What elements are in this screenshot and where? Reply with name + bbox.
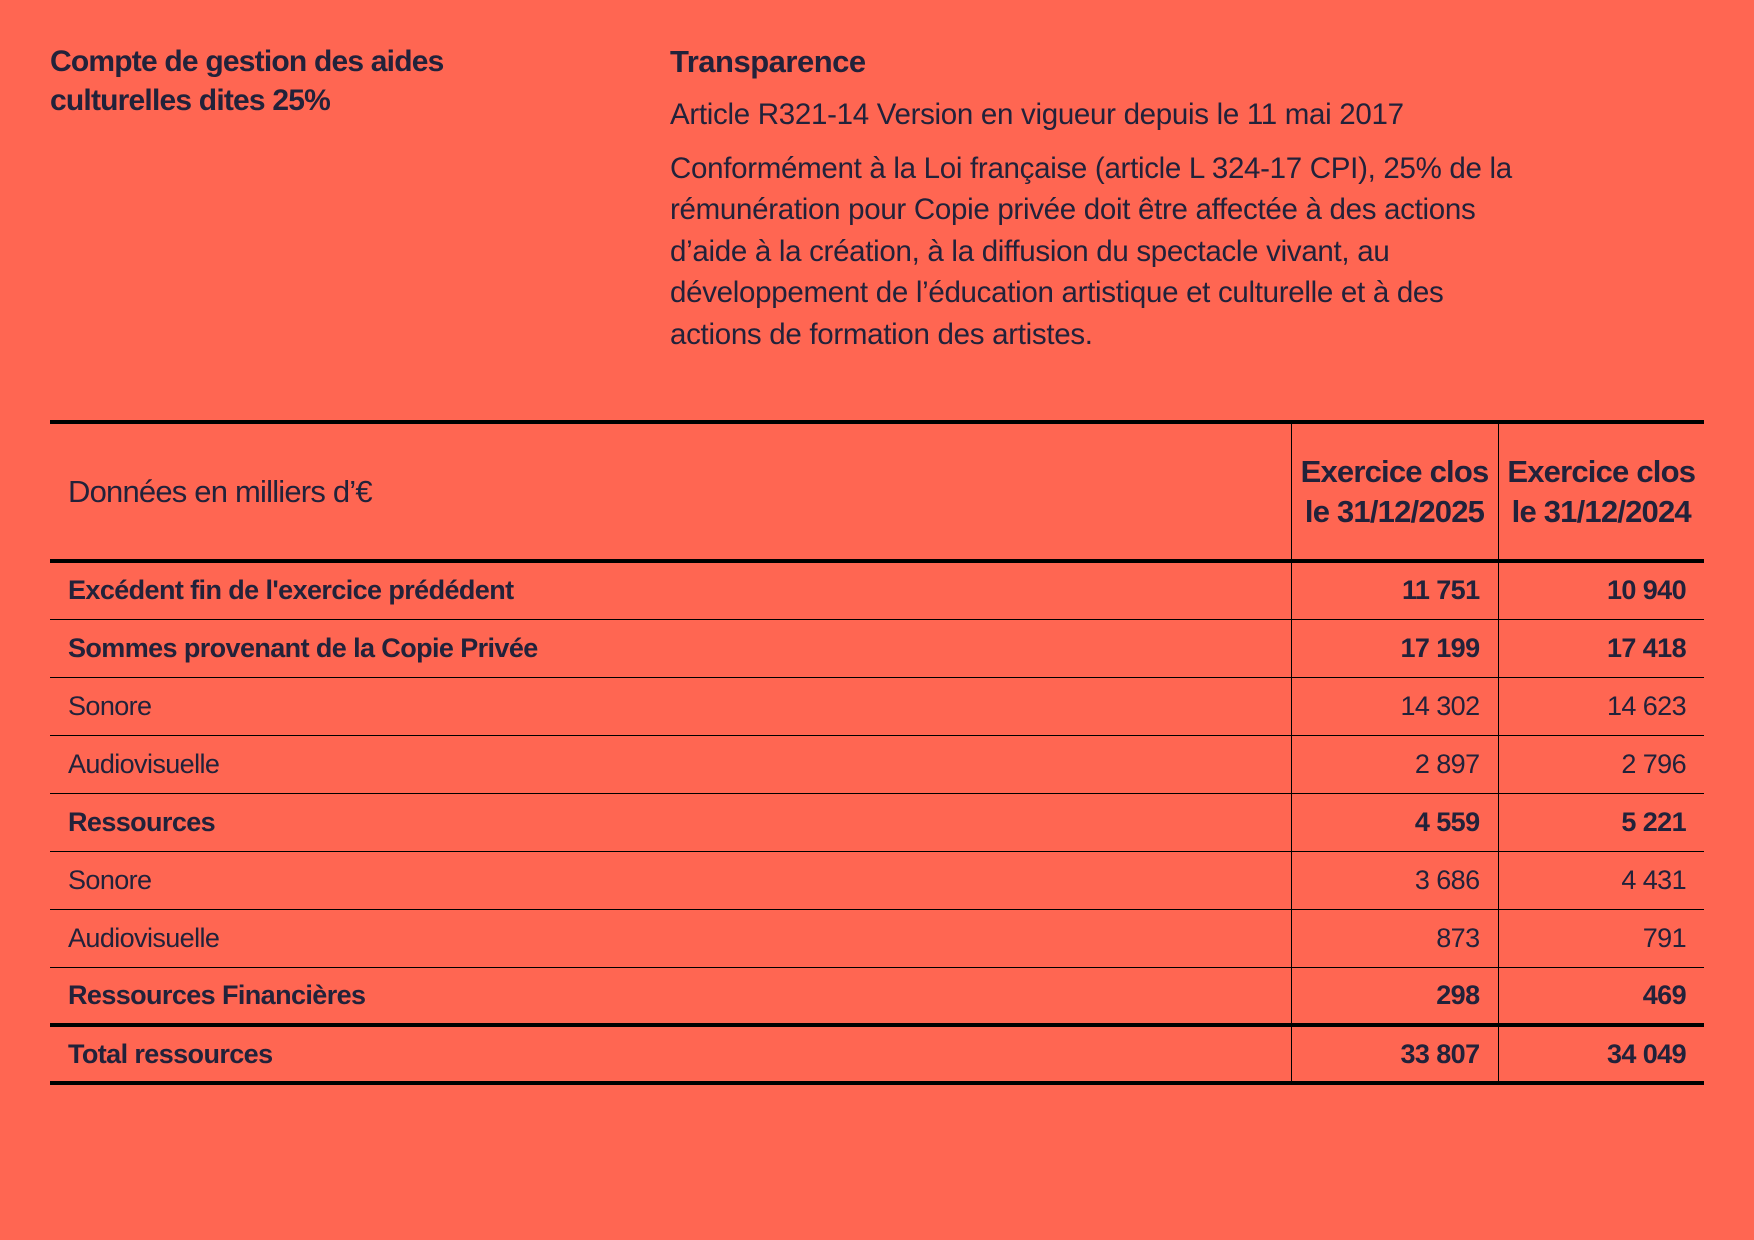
- value-2024: 10 940: [1498, 561, 1704, 619]
- table-row: [50, 735, 1704, 793]
- column-header-2024: Exercice clos le 31/12/2024: [1498, 422, 1704, 561]
- row-label: Sommes provenant de la Copie Privée: [68, 632, 538, 663]
- column-header-label: Données en milliers d’€: [68, 473, 372, 509]
- value-2025: 4 559: [1291, 793, 1498, 851]
- value-2025: 14 302: [1291, 677, 1498, 735]
- value-2025: 298: [1291, 967, 1498, 1025]
- total-row: [50, 1025, 1704, 1083]
- row-label: Excédent fin de l'exercice prédédent: [68, 575, 514, 606]
- value-2025: 17 199: [1291, 619, 1498, 677]
- row-label: Sonore: [68, 864, 152, 895]
- row-label: Total ressources: [68, 1038, 273, 1069]
- intro-section: [670, 42, 1550, 367]
- row-label: Ressources: [68, 806, 216, 837]
- row-label: Sonore: [68, 690, 152, 721]
- intro-heading: Transparence: [670, 44, 866, 79]
- value-2024: 14 623: [1498, 677, 1704, 735]
- article-reference: Article R321-14 Version en vigueur depuis le 11 mai 2017: [670, 98, 1404, 131]
- value-2024: 791: [1498, 909, 1704, 967]
- value-2025: 11 751: [1291, 561, 1498, 619]
- table-header-row: [50, 422, 1704, 561]
- table-row: [50, 619, 1704, 677]
- row-label: Audiovisuelle: [68, 748, 220, 779]
- table-row: [50, 967, 1704, 1025]
- row-label: Ressources Financières: [68, 979, 366, 1010]
- value-2024: 469: [1498, 967, 1704, 1025]
- financial-table: [50, 420, 1704, 1085]
- value-2024: 34 049: [1498, 1025, 1704, 1083]
- page-title: Compte de gestion des aides culturelles dites 25%: [50, 45, 444, 117]
- table-row: [50, 909, 1704, 967]
- table-row: [50, 677, 1704, 735]
- value-2025: 33 807: [1291, 1025, 1498, 1083]
- row-label: Audiovisuelle: [68, 922, 220, 953]
- value-2024: 2 796: [1498, 735, 1704, 793]
- intro-body: Conformément à la Loi française (article L 324-17 CPI), 25% de la rémunération pour Copie privée doit être affectée à des actions d’aide à la création, à la diffusion du spectacle vivant, au développement de l’éducation artistique et culturelle et à des actions de formation des artistes.: [670, 151, 1512, 351]
- table-row: [50, 561, 1704, 619]
- value-2025: 3 686: [1291, 851, 1498, 909]
- value-2024: 4 431: [1498, 851, 1704, 909]
- value-2025: 873: [1291, 909, 1498, 967]
- value-2025: 2 897: [1291, 735, 1498, 793]
- table-row: [50, 793, 1704, 851]
- value-2024: 5 221: [1498, 793, 1704, 851]
- value-2024: 17 418: [1498, 619, 1704, 677]
- column-header-2025: Exercice clos le 31/12/2025: [1291, 422, 1498, 561]
- table-row: [50, 851, 1704, 909]
